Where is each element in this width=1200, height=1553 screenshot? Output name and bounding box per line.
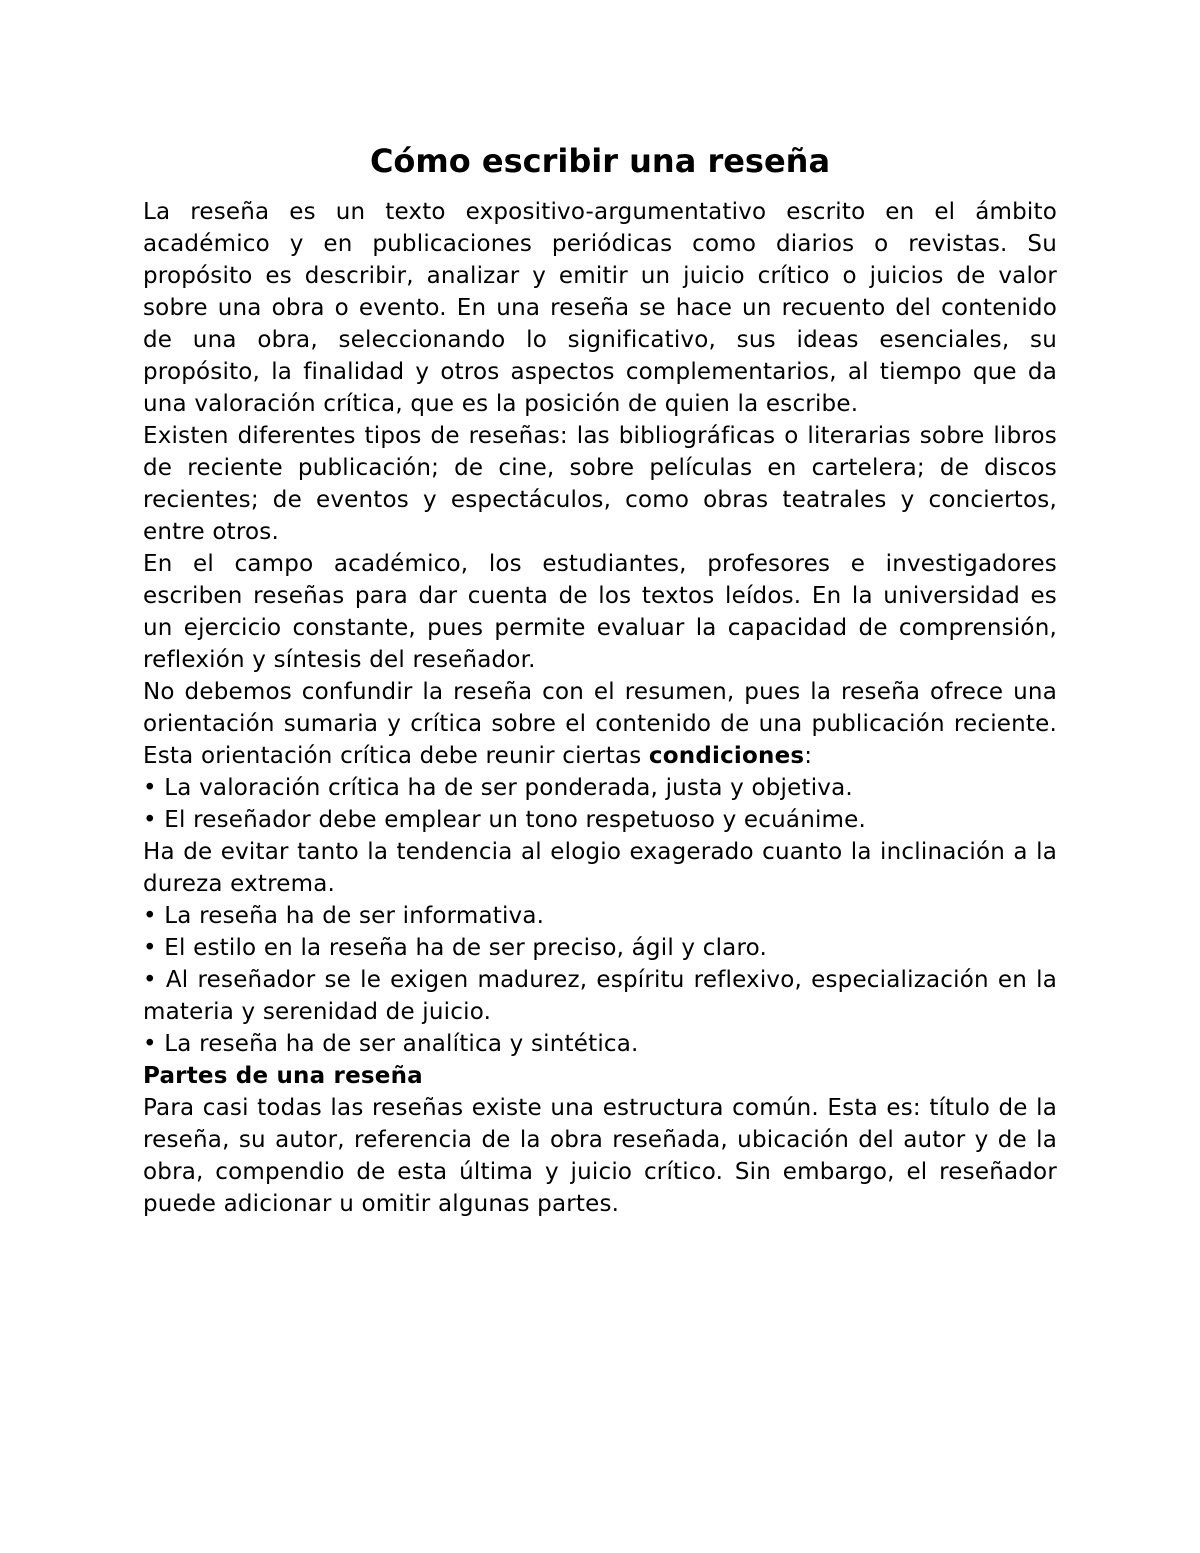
section-heading-parts: Partes de una reseña bbox=[143, 1063, 423, 1089]
document-page bbox=[143, 138, 1057, 1220]
paragraph-types: Existen diferentes tipos de reseñas: las bibliográficas o literarias sobre libros de reciente publicación; de cine, sobre películas en cartelera; de discos recientes; de eventos y espectáculos, como obras teatrales y conciertos, entre otros. bbox=[143, 423, 1057, 545]
conditions-bold-word: condiciones bbox=[648, 743, 805, 769]
paragraph-structure: Para casi todas las reseñas existe una estructura común. Esta es: título de la reseña, su autor, referencia de la obra reseñada, ubicación del autor y de la obra, compendio de esta última y juicio crítico. Sin embargo, el reseñador puede adicionar u omitir algunas partes. bbox=[143, 1095, 1057, 1217]
paragraph-avoid: Ha de evitar tanto la tendencia al elogio exagerado cuanto la inclinación a la dureza extrema. bbox=[143, 839, 1057, 897]
bullet-item: • Al reseñador se le exigen madurez, espíritu reflexivo, especialización en la materia y serenidad de juicio. bbox=[143, 967, 1057, 1025]
conditions-colon: : bbox=[804, 743, 813, 769]
paragraph-conditions bbox=[143, 676, 1057, 772]
paragraph-definition: La reseña es un texto expositivo-argumentativo escrito en el ámbito académico y en publicaciones periódicas como diarios o revistas. Su propósito es describir, analizar y emitir un juicio crítico o juicios de valor sobre una obra o evento. En una reseña se hace un recuento del contenido de una obra, seleccionando lo significativo, sus ideas esenciales, su propósito, la finalidad y otros aspectos complementarios, al tiempo que da una valoración crítica, que es la posición de quien la escribe. bbox=[143, 199, 1057, 417]
conditions-text: No debemos confundir la reseña con el resumen, pues la reseña ofrece una orientación sumaria y crítica sobre el contenido de una publicación reciente. Esta orientación crítica debe reunir ciertas bbox=[143, 679, 1057, 769]
paragraph-academic: En el campo académico, los estudiantes, profesores e investigadores escriben reseñas para dar cuenta de los textos leídos. En la universidad es un ejercicio constante, pues permite evaluar la capacidad de comprensión, reflexión y síntesis del reseñador. bbox=[143, 551, 1057, 673]
bullet-item: • El estilo en la reseña ha de ser preciso, ágil y claro. bbox=[143, 935, 767, 961]
bullet-item: • La valoración crítica ha de ser ponderada, justa y objetiva. bbox=[143, 775, 853, 801]
bullet-item: • La reseña ha de ser informativa. bbox=[143, 903, 545, 929]
document-title: Cómo escribir una reseña bbox=[369, 142, 831, 180]
bullet-item: • La reseña ha de ser analítica y sintética. bbox=[143, 1031, 639, 1057]
bullet-item: • El reseñador debe emplear un tono respetuoso y ecuánime. bbox=[143, 807, 867, 833]
